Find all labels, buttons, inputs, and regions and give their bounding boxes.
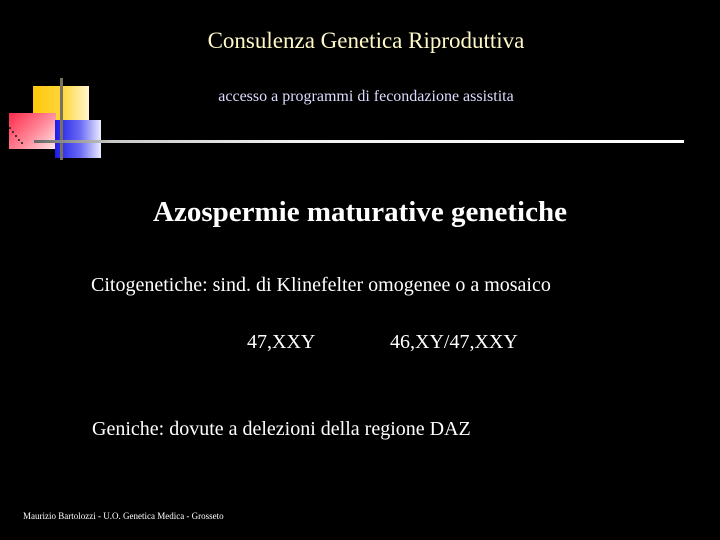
slide-title: Consulenza Genetica Riproduttiva bbox=[207, 28, 525, 53]
karyotype-homogeneous: 47,XXY bbox=[247, 331, 316, 353]
cytogenetic-line: Citogenetiche: sind. di Klinefelter omogenee o a mosaico bbox=[91, 274, 551, 296]
genic-line: Geniche: dovute a delezioni della regione DAZ bbox=[92, 418, 471, 440]
decorative-squares bbox=[0, 0, 110, 170]
section-heading: Azospermie maturative genetiche bbox=[153, 196, 567, 228]
corner-dots-decoration bbox=[8, 124, 30, 146]
karyotype-mosaic: 46,XY/47,XXY bbox=[390, 331, 518, 353]
horizontal-rule bbox=[34, 140, 684, 143]
footer-credit: Maurizio Bartolozzi - U.O. Genetica Medica - Grosseto bbox=[23, 511, 224, 521]
slide-subtitle: accesso a programmi di fecondazione assistita bbox=[218, 88, 514, 105]
